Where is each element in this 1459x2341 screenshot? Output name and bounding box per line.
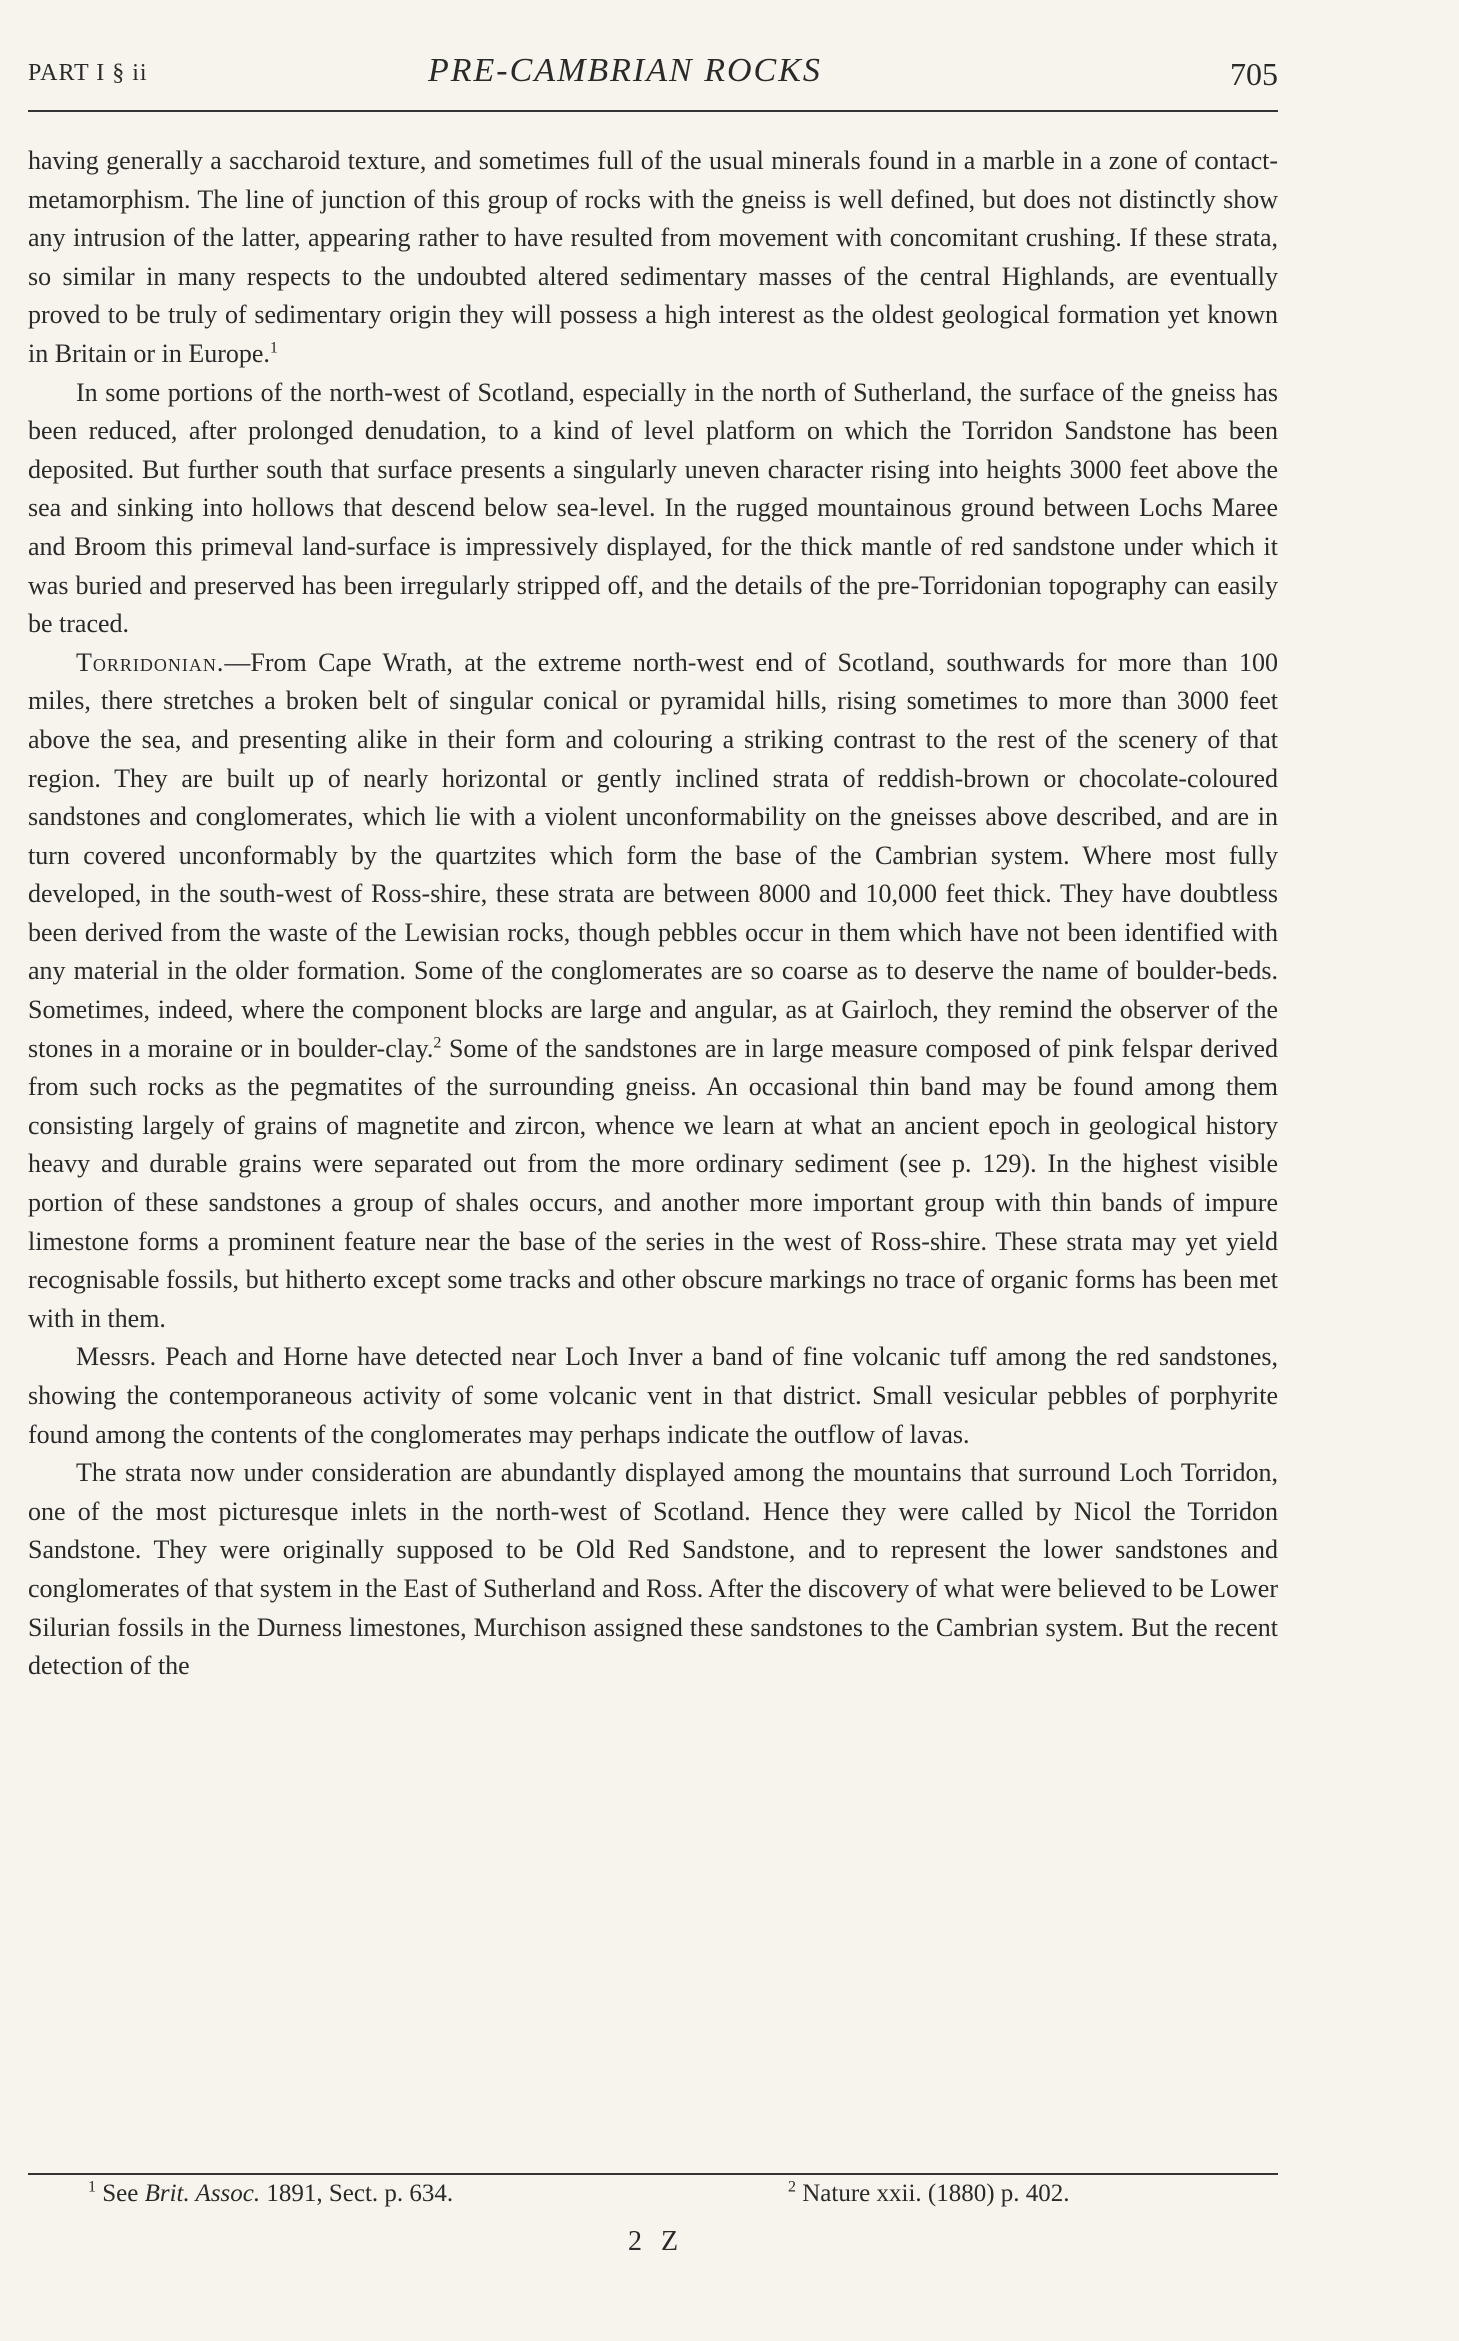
section-heading-torridonian: Torridonian. [76,647,225,677]
paragraph-2: In some portions of the north-west of Scotland, especially in the north of Sutherland, the surface of the gneiss has been reduced, after prolonged denudation, to a kind of level platform on which the Torridon Sandstone has been deposited. But further south that surface presents a singularly uneven character rising into heights 3000 feet above the sea and sinking into hollows that descend below sea-level. In the rugged mountainous ground between Lochs Maree and Broom this primeval land-surface is impressively displayed, for the thick mantle of red sandstone under which it was buried and preserved has been irregularly stripped off, and the details of the pre-Torridonian topography can easily be traced. [28,377,1278,639]
paragraph-4: Messrs. Peach and Horne have detected near Loch Inver a band of fine volcanic tuff among the red sandstones, showing the contemporaneous activity of some volcanic vent in that district. Small vesicular pebbles of porphyrite found among the contents of the conglomerates may perhaps indicate the outflow of lavas. [28,1342,1278,1449]
header-rule [28,110,1278,112]
footnote-text: See [96,2180,145,2207]
printer-signature: 2 Z [628,2226,685,2257]
footnote-text: Nature xxii. (1880) p. 402. [796,2180,1070,2207]
running-header [28,0,1278,90]
paragraph-1 [28,142,1278,374]
paragraph-text: —From Cape Wrath, at the extreme north-west end of Scotland, southwards for more than 100 miles, there stretches a broken belt of singular conical or pyramidal hills, rising sometimes to more than 3000 feet above the sea, and presenting alike in their form and colouring a striking contrast to the rest of the scenery of that region. They are built up of nearly horizontal or gently inclined strata of reddish-brown or chocolate-coloured sandstones and conglomerates, which lie with a violent unconformability on the gneisses above described, and are in turn covered unconformably by the quartzites which form the base of the Cambrian system. Where most fully developed, in the south-west of Ross-shire, these strata are between 8000 and 10,000 feet thick. They have doubtless been derived from the waste of the Lewisian rocks, though pebbles occur in them which have not been identified with any material in the older formation. Some of the conglomerates are so coarse as to deserve the name of boulder-beds. Sometimes, indeed, where the component blocks are large and angular, as at Gairloch, they remind the observer of the stones in a moraine or in boulder-clay. [28,647,1278,1063]
paragraph-text: having generally a saccharoid texture, and sometimes full of the usual minerals found in a marble in a zone of contact-metamorphism. The line of junction of this group of rocks with the gneiss is well defined, but does not distinctly show any intrusion of the latter, appearing rather to have resulted from movement with concomitant crushing. If these strata, so similar in many respects to the undoubted altered sedimentary masses of the central Highlands, are eventually proved to be truly of sedimentary origin they will possess a high interest as the oldest geological formation yet known in Britain or in Europe. [28,146,1278,368]
footnote-rule [28,2173,1278,2175]
paragraph-3 [28,644,1278,1339]
footnote-2 [788,2180,1070,2208]
body-text [28,142,1278,1686]
footnote-ref-1[interactable]: 1 [269,339,278,357]
page-number: 705 [1230,56,1278,92]
part-section-label: PART I § ii [28,60,148,86]
footnote-mark-2: 2 [788,2178,796,2196]
footnote-citation: Brit. Assoc. [144,2180,261,2207]
paragraph-5: The strata now under consideration are abundantly displayed among the mountains that surround Loch Torridon, one of the most picturesque inlets in the north-west of Scotland. Hence they were called by Nicol the Torridon Sandstone. They were originally supposed to be Old Red Sandstone, and to represent the lower sandstones and conglomerates of that system in the East of Sutherland and Ross. After the discovery of what were believed to be Lower Silurian fossils in the Durness limestones, Murchison assigned these sandstones to the Cambrian system. But the recent detection of the [28,1458,1278,1681]
footnotes [28,2180,1278,2220]
footnote-text: 1891, Sect. p. 634. [260,2180,454,2207]
footnote-1 [88,2180,453,2208]
paragraph-text: Some of the sandstones are in large measure composed of pink felspar derived from such rocks as the pegmatites of the surrounding gneiss. An occasional thin band may be found among them consisting largely of grains of magnetite and zircon, whence we learn at what an ancient epoch in geological history heavy and durable grains were separated out from the more ordinary sediment (see p. 129). In the highest visible portion of these sandstones a group of shales occurs, and another more important group with thin bands of impure limestone forms a prominent feature near the base of the series in the west of Ross-shire. These strata may yet yield recognisable fossils, but hitherto except some tracks and other obscure markings no trace of organic forms has been met with in them. [28,1033,1278,1333]
footnote-mark-1: 1 [88,2178,96,2196]
page-title: PRE-CAMBRIAN ROCKS [428,52,822,89]
footnote-ref-2[interactable]: 2 [433,1034,442,1051]
page [28,0,1278,2257]
